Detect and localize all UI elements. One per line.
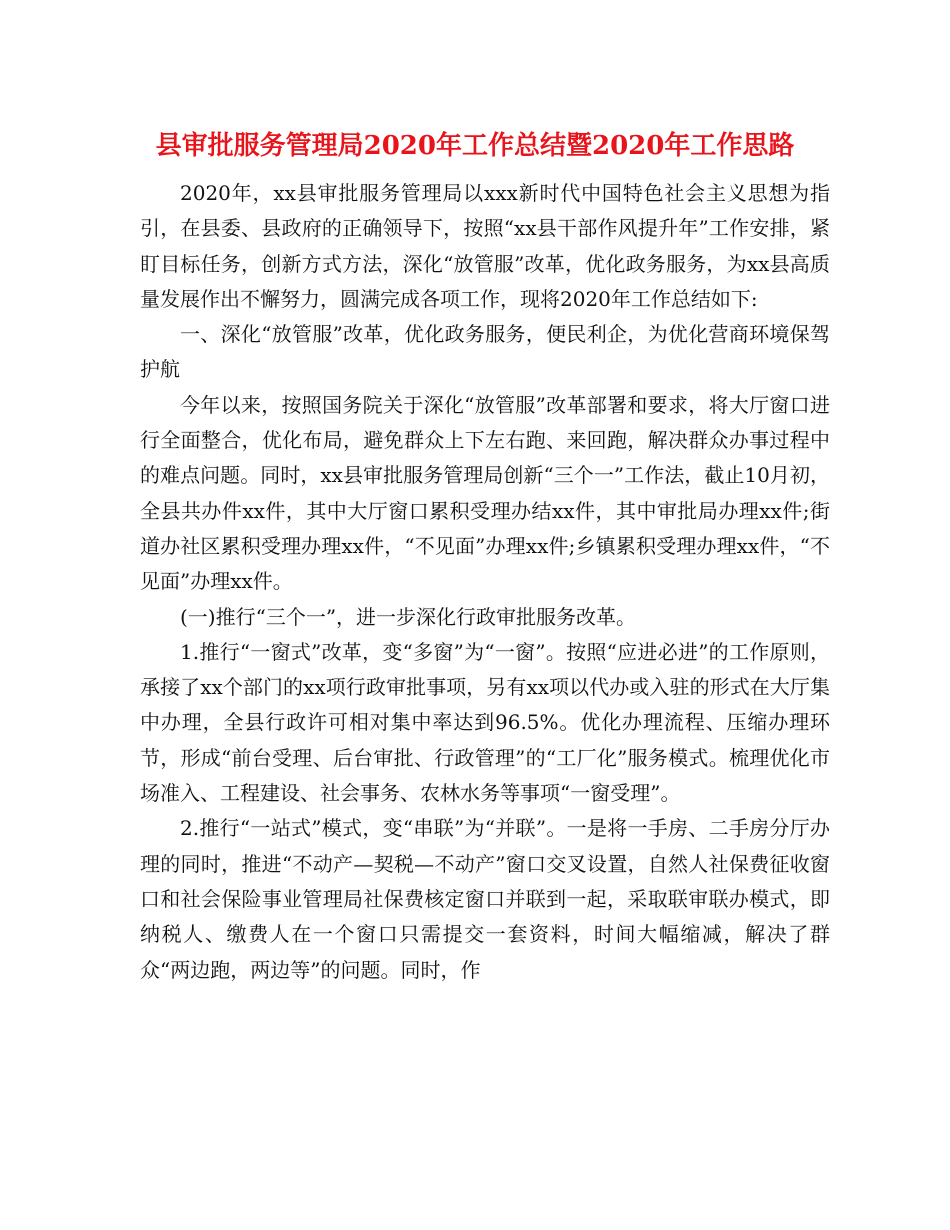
paragraph-intro: 2020年，xx县审批服务管理局以xxx新时代中国特色社会主义思想为指引，在县委、县政府的正确领导下，按照“xx县干部作风提升年”工作安排，紧盯目标任务，创新方式方法，深化“放管服”改革，优化政务服务，为xx县高质量发展作出不懈努力，圆满完成各项工作，现将2020年工作总结如下: xyxy=(140,181,830,311)
section-heading-1: 一、深化“放管服”改革，优化政务服务，便民利企，为优化营商环境保驾护航 xyxy=(140,322,830,382)
paragraph-item-2: 2.推行“一站式”模式，变“串联”为“并联”。一是将一手房、二手房分厅办理的同时，推进“不动产—契税—不动产”窗口交叉设置，自然人社保费征收窗口和社会保险事业管理局社保费核定窗口并联到一起，采取联审联办模式，即纳税人、缴费人在一个窗口只需提交一套资料，时间大幅缩减，解决了群众“两边跑，两边等”的问题。同时，作 xyxy=(140,816,830,982)
document-body xyxy=(140,176,830,988)
subsection-heading-1: (一)推行“三个一”，进一步深化行政审批服务改革。 xyxy=(180,604,637,629)
document-title: 县审批服务管理局2020年工作总结暨2020年工作思路 xyxy=(155,131,795,161)
paragraph-overview: 今年以来，按照国务院关于深化“放管服”改革部署和要求，将大厅窗口进行全面整合，优化布局，避免群众上下左右跑、来回跑，解决群众办事过程中的难点问题。同时，xx县审批服务管理局创新“三个一”工作法，截止10月初，全县共办件xx件，其中大厅窗口累积受理办结xx件，其中审批局办理xx件;街道办社区累积受理办理xx件，“不见面”办理xx件;乡镇累积受理办理xx件，“不见面”办理xx件。 xyxy=(140,392,830,594)
paragraph-item-1: 1.推行“一窗式”改革，变“多窗”为“一窗”。按照“应进必进”的工作原则，承接了xx个部门的xx项行政审批事项，另有xx项以代办或入驻的形式在大厅集中办理，全县行政许可相对集中率达到96.5%。优化办理流程、压缩办理环节，形成“前台受理、后台审批、行政管理”的“工厂化”服务模式。梳理优化市场准入、工程建设、社会事务、农林水务等事项“一窗受理”。 xyxy=(140,639,830,806)
